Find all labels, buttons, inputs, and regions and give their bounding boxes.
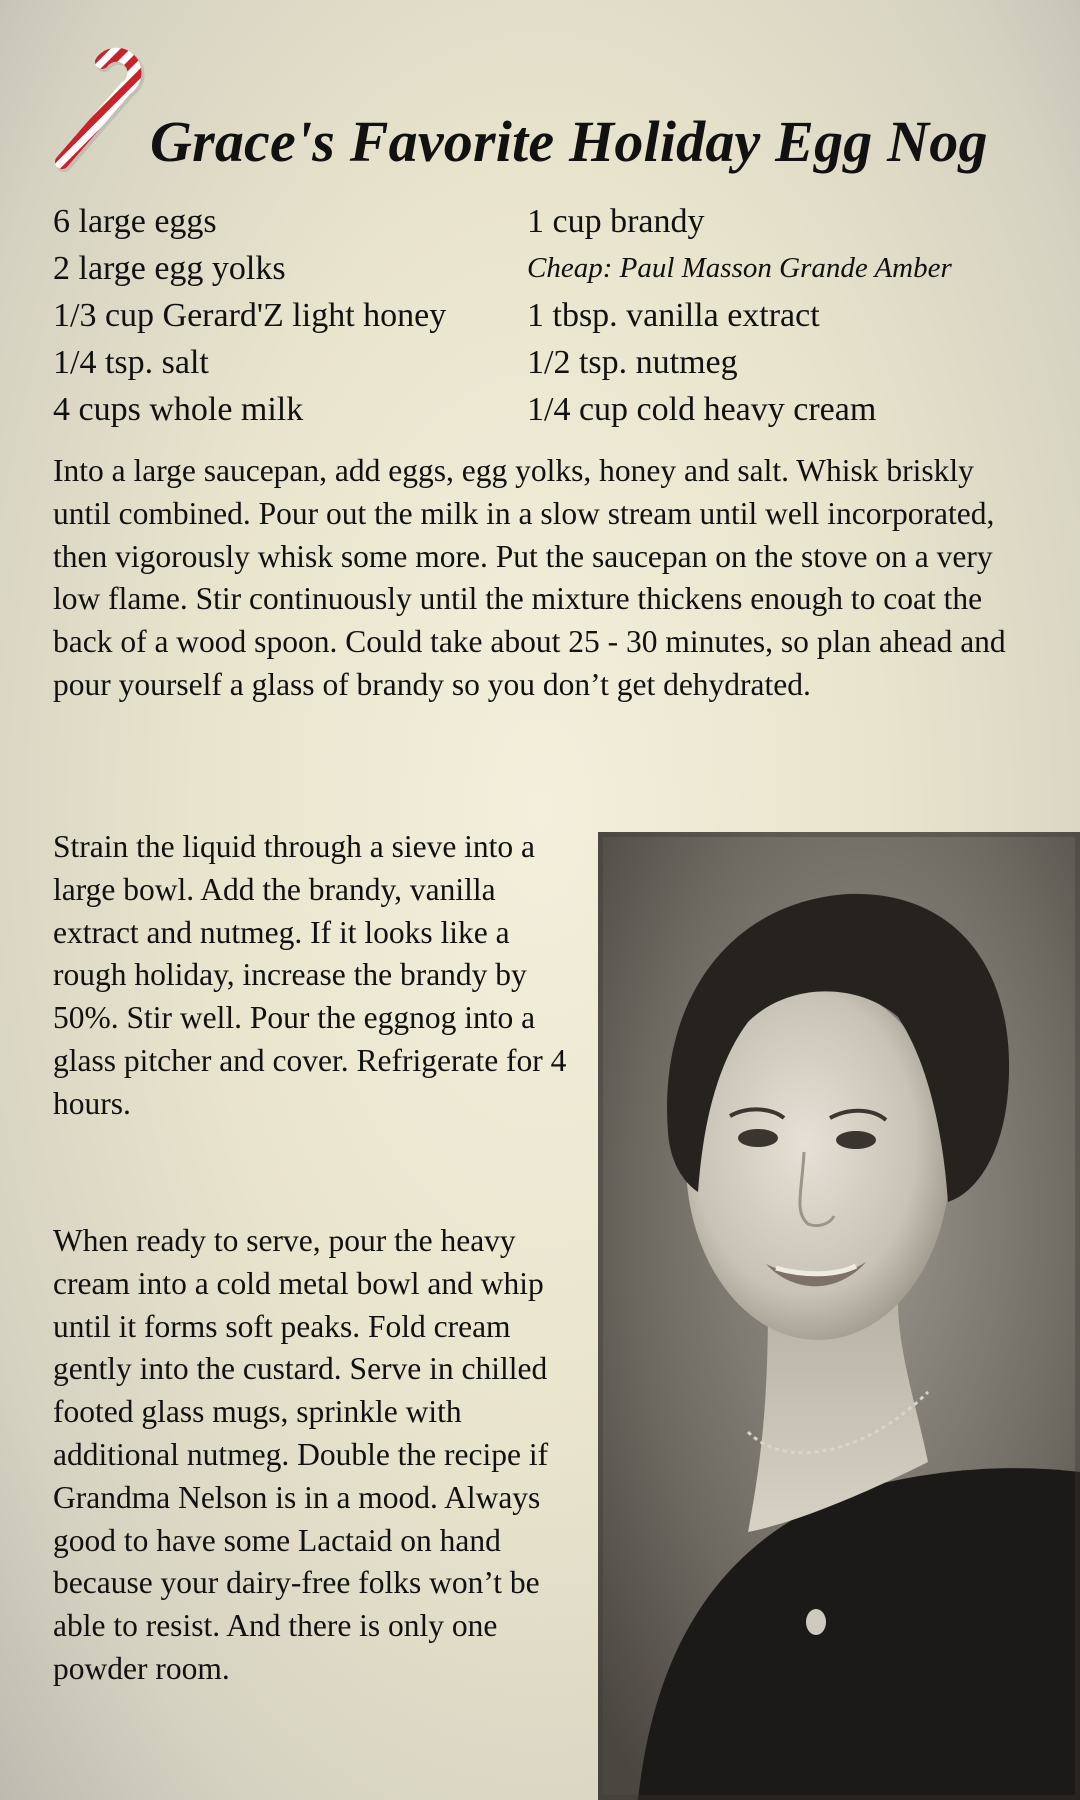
ingredient-item: 1/4 cup cold heavy cream [527,391,877,428]
ingredients-left [53,198,446,433]
instructions-paragraph: Into a large saucepan, add eggs, egg yolks, honey and salt. Whisk briskly until combined. Pour out the milk in a slow stream until well incorporated, then vigorously whisk some more. Put the saucepan on the stove on a very low flame. Stir continuously until the mixture thickens enough to coat the back of a wood spoon. Could take about 25 - 30 minutes, so plan ahead and pour yourself a glass of brandy so you don’t get dehydrated. [53,453,1006,702]
ingredient-item: 1/2 tsp. nutmeg [527,344,738,381]
ingredient-item: 6 large eggs [53,203,217,240]
recipe-title: Grace's Favorite Holiday Egg Nog [150,109,988,174]
ingredient-item: 1/4 tsp. salt [53,344,209,381]
ingredient-item: 1/3 cup Gerard'Z light honey [53,297,447,334]
ingredients-right [527,198,952,433]
ingredient-item: 4 cups whole milk [53,391,304,428]
candy-cane-icon [48,42,166,174]
instructions-paragraph: Strain the liquid through a sieve into a large bowl. Add the brandy, vanilla extract and nutmeg. If it looks like a rough holiday, increase the brandy by 50%. Stir well. Pour the eggnog into a glass pitcher and cover. Refrigerate for 4 hours. [53,829,567,1121]
ingredient-item: 1 cup brandy [527,203,705,240]
ingredient-note: Cheap: Paul Masson Grande Amber [527,252,952,284]
ingredient-item: 2 large egg yolks [53,250,286,287]
ingredient-item: 1 tbsp. vanilla extract [527,297,820,334]
portrait-photo [598,832,1080,1800]
instructions-paragraph: When ready to serve, pour the heavy cream into a cold metal bowl and whip until it forms soft peaks. Fold cream gently into the custard. Serve in chilled footed glass mugs, sprinkle with additional nutmeg. Double the recipe if Grandma Nelson is in a mood. Always good to have some Lactaid on hand because your dairy-free folks won’t be able to resist. And there is only one powder room. [53,1223,549,1686]
